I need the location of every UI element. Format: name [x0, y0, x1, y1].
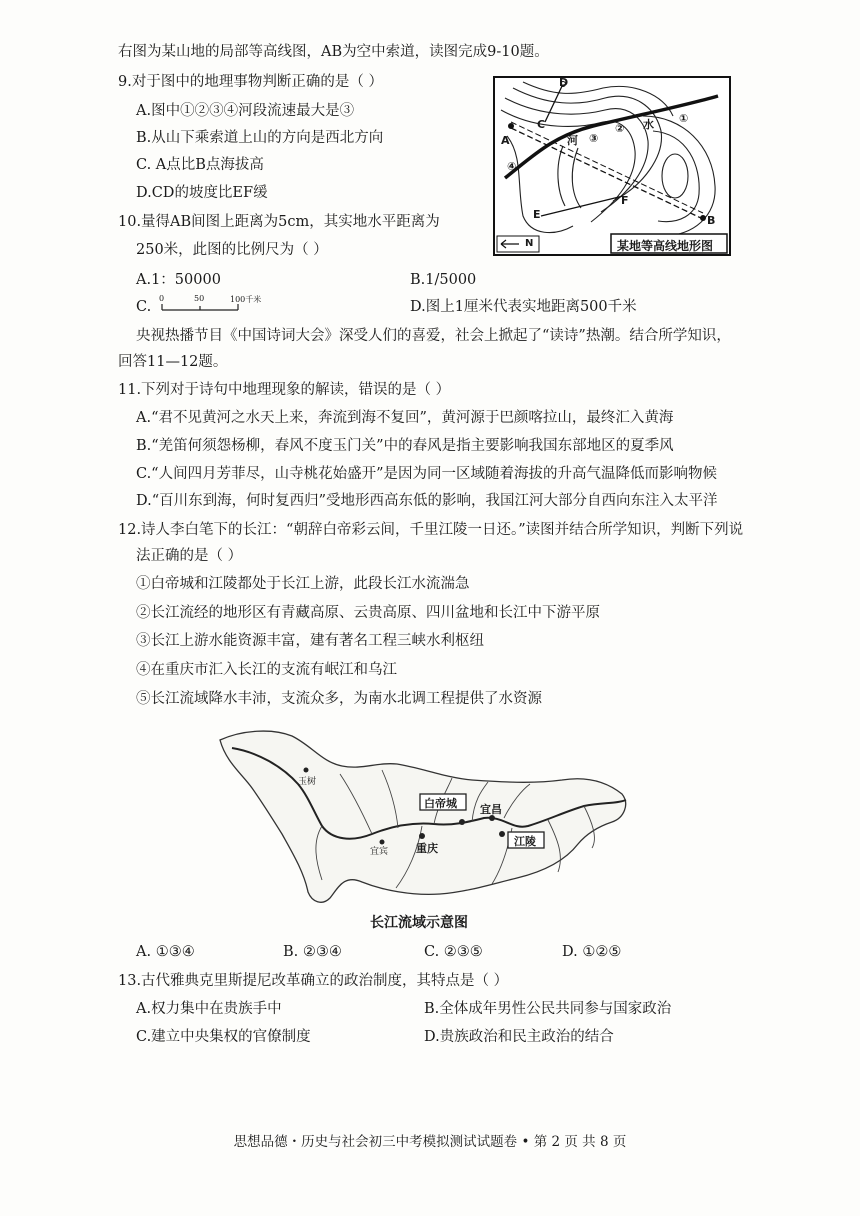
yangtze-basin-drawing: [212, 722, 640, 918]
question-9-option-d: D.CD的坡度比EF缓: [136, 185, 268, 201]
north-label: N: [525, 238, 534, 249]
label-river-shui: 水: [643, 118, 654, 131]
label-yushu: 玉树: [298, 777, 317, 787]
question-10-option-a: A.1：50000: [136, 272, 221, 288]
contour-map-title: 某地等高线地形图: [617, 239, 714, 253]
label-river-he: 河: [567, 134, 578, 147]
contour-map-drawing: [493, 76, 731, 256]
question-12-option-d: D. ①②⑤: [562, 944, 622, 960]
question-12-statement-4: ④在重庆市汇入长江的支流有岷江和乌江: [136, 662, 397, 678]
label-baidicheng: 白帝城: [424, 797, 457, 810]
scale-50: 50: [194, 294, 205, 303]
question-10-option-c: C.: [136, 299, 152, 315]
intro-11-12-line2: 回答11—12题。: [118, 354, 228, 370]
label-4: ④: [507, 160, 517, 173]
question-9-option-c: C. A点比B点海拔高: [136, 157, 264, 173]
question-12-stem-line2: 法正确的是（ ）: [136, 548, 243, 564]
yangtze-map-caption: 长江流域示意图: [370, 915, 468, 931]
question-9-option-a: A.图中①②③④河段流速最大是③: [136, 103, 355, 119]
question-12-statement-1: ①白帝城和江陵都处于长江上游，此段长江水流湍急: [136, 576, 470, 592]
question-10-option-d: D.图上1厘米代表实地距离500千米: [410, 299, 637, 315]
label-f: F: [621, 194, 629, 207]
question-12-option-b: B. ②③④: [283, 944, 342, 960]
question-13-option-a: A.权力集中在贵族手中: [136, 1001, 282, 1017]
label-c: C: [537, 118, 546, 131]
question-11-option-c: C.“人间四月芳菲尽，山寺桃花始盛开”是因为同一区域随着海拔的升高气温降低而影响物候: [136, 466, 718, 482]
label-d: D: [559, 76, 569, 89]
label-b: B: [707, 214, 716, 227]
question-12-stem-line1: 12.诗人李白笔下的长江：“朝辞白帝彩云间，千里江陵一日还。”读图并结合所学知识，判断下列说: [118, 522, 744, 538]
question-11-option-a: A.“君不见黄河之水天上来，奔流到海不复回”，黄河源于巴颜喀拉山，最终汇入黄海: [136, 410, 674, 426]
question-11-option-d: D.“百川东到海，何时复西归”受地形西高东低的影响，我国江河大部分自西向东注入太平洋: [136, 493, 718, 509]
question-10-stem-line2: 250米，此图的比例尺为（ ）: [136, 242, 328, 258]
label-yibin: 宜宾: [370, 847, 389, 857]
label-3: ③: [589, 132, 599, 145]
label-yichang: 宜昌: [480, 803, 502, 816]
question-13-stem: 13.古代雅典克里斯提尼改革确立的政治制度，其特点是（ ）: [118, 973, 509, 989]
label-e: E: [533, 208, 541, 221]
scale-bar: [158, 294, 268, 316]
label-chongqing: 重庆: [416, 842, 438, 855]
question-12-statement-5: ⑤长江流域降水丰沛，支流众多，为南水北调工程提供了水资源: [136, 691, 542, 707]
question-12-statement-3: ③长江上游水能资源丰富，建有著名工程三峡水利枢纽: [136, 633, 484, 649]
yangtze-basin-map: [212, 722, 640, 918]
label-jiangling: 江陵: [514, 835, 536, 848]
question-10-stem-line1: 10.量得AB间图上距离为5cm，其实地水平距离为: [118, 214, 440, 230]
question-13-option-b: B.全体成年男性公民共同参与国家政治: [424, 1001, 672, 1017]
question-9-option-b: B.从山下乘索道上山的方向是西北方向: [136, 130, 384, 146]
question-11-stem: 11.下列对于诗句中地理现象的解读，错误的是（ ）: [118, 382, 451, 398]
intro-11-12-line1: 央视热播节目《中国诗词大会》深受人们的喜爱，社会上掀起了“读诗”热潮。结合所学知识，: [136, 328, 731, 344]
question-11-option-b: B.“羌笛何须怨杨柳，春风不度玉门关”中的春风是指主要影响我国东部地区的夏季风: [136, 438, 674, 454]
label-1: ①: [679, 112, 689, 125]
question-13-option-c: C.建立中央集权的官僚制度: [136, 1029, 311, 1045]
page-footer: 思想品德・历史与社会初三中考模拟测试试题卷 • 第 2 页 共 8 页: [233, 1134, 627, 1150]
question-10-option-b: B.1/5000: [410, 272, 477, 288]
question-13-option-d: D.贵族政治和民主政治的结合: [424, 1029, 614, 1045]
contour-map: [493, 76, 731, 256]
label-2: ②: [615, 122, 625, 135]
label-a: A: [501, 134, 510, 147]
question-12-option-c: C. ②③⑤: [424, 944, 483, 960]
question-12-option-a: A. ①③④: [136, 944, 195, 960]
scale-100: 100千米: [230, 295, 262, 304]
scale-0: 0: [159, 294, 165, 303]
question-12-statement-2: ②长江流经的地形区有青藏高原、云贵高原、四川盆地和长江中下游平原: [136, 605, 600, 621]
intro-9-10: 右图为某山地的局部等高线图，AB为空中索道，读图完成9-10题。: [118, 44, 549, 60]
question-9-stem: 9.对于图中的地理事物判断正确的是（ ）: [118, 74, 383, 90]
